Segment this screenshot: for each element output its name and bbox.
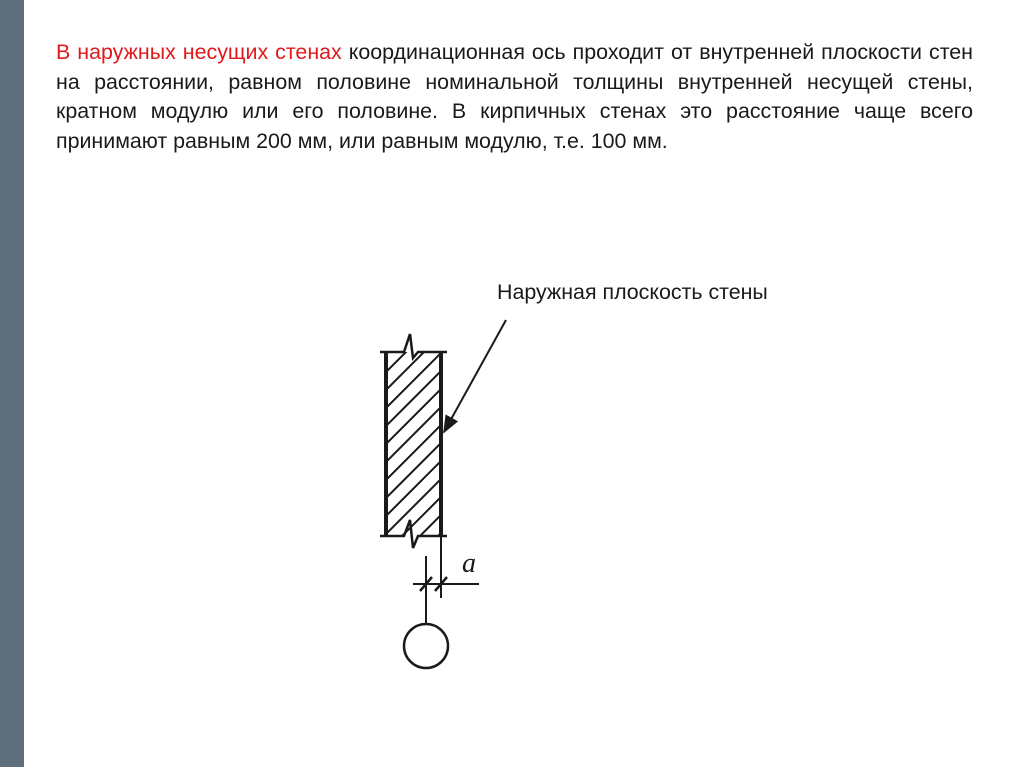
axis-marker-circle xyxy=(404,624,448,668)
dimension-label: a xyxy=(462,548,476,579)
leader-arrow xyxy=(444,320,506,432)
diagram-caption: Наружная плоскость стены xyxy=(497,280,768,304)
top-break-line xyxy=(380,334,447,358)
paragraph-text: координационная ось проходит от внутренней плоскости стен на расстоянии, равном половине номинальной толщины внутренней несущей стены, кратном модулю или его половине. В кирпичных стенах это расстояние чаще всего принимают равным 200 мм, или равным модулю, т.е. 100 мм. xyxy=(56,40,973,153)
highlighted-phrase: В наружных несущих стенах xyxy=(56,40,342,64)
